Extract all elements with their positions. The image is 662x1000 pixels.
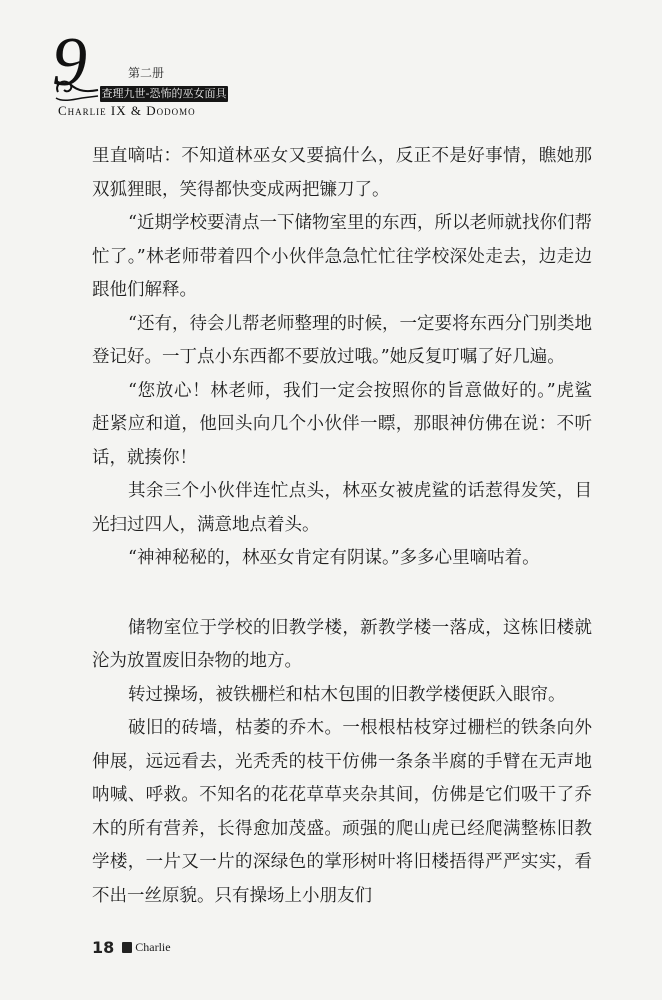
volume-number: 9 (52, 24, 87, 101)
footer-logo (122, 940, 170, 955)
page-footer (92, 938, 171, 957)
paragraph: 其余三个小伙伴连忙点头，林巫女被虎鲨的话惹得发笑，目光扫过四人，满意地点着头。 (92, 481, 592, 535)
footer-logo-text: Charlie (135, 940, 171, 954)
paragraph: “您放心！林老师，我们一定会按照你的旨意做好的。”虎鲨赶紧应和道，他回头向几个小伙伴一瞟，那眼神仿佛在说：不听话，就揍你！ (92, 380, 592, 468)
paragraph: “神神秘秘的，林巫女肯定有阴谋。”多多心里嘀咕着。 (128, 548, 540, 568)
paragraph: 转过操场，被铁栅栏和枯木包围的旧教学楼便跃入眼帘。 (128, 684, 566, 705)
charlie-logo-icon (122, 942, 132, 953)
volume-label: 第二册 (128, 66, 165, 80)
paragraph: “还有，待会儿帮老师整理的时候，一定要将东西分门别类地登记好。一丁点小东西都不要放过哦。”她反复叮嘱了好几遍。 (92, 313, 592, 367)
series-title: 查理九世-恐怖的巫女面具 (101, 87, 227, 100)
paragraph: 里直嘀咕：不知道林巫女又要搞什么，反正不是好事情，瞧她那双狐狸眼，笑得都快变成两把镰刀了。 (92, 146, 592, 200)
paragraph: 储物室位于学校的旧教学楼，新教学楼一落成，这栋旧楼就沦为放置废旧杂物的地方。 (92, 617, 592, 671)
paragraph: “近期学校要清点一下储物室里的东西，所以老师就找你们帮忙了。”林老师带着四个小伙伴急急忙忙往学校深处走去，边走边跟他们解释。 (92, 213, 592, 300)
page-header (0, 0, 662, 118)
paragraph: 破旧的砖墙，枯萎的乔木。一根根枯枝穿过栅栏的铁条向外伸展，远远看去，光秃秃的枝干仿佛一条条半腐的手臂在无声地呐喊、呼救。不知名的花花草草夹杂其间，仿佛是它们吸干了乔木的所有营养，长得愈加茂盛。顽强的爬山虎已经爬满整栋旧教学楼，一片又一片的深绿色的掌形树叶将旧楼捂得严严实实，看不出一丝原貌。只有操场上小朋友们 (92, 718, 592, 906)
page-number: 18 (92, 938, 115, 957)
brand-name: Charlie IX & Dodomo (58, 103, 196, 118)
ornament-swirl-icon (52, 62, 100, 102)
body-text (92, 140, 592, 913)
